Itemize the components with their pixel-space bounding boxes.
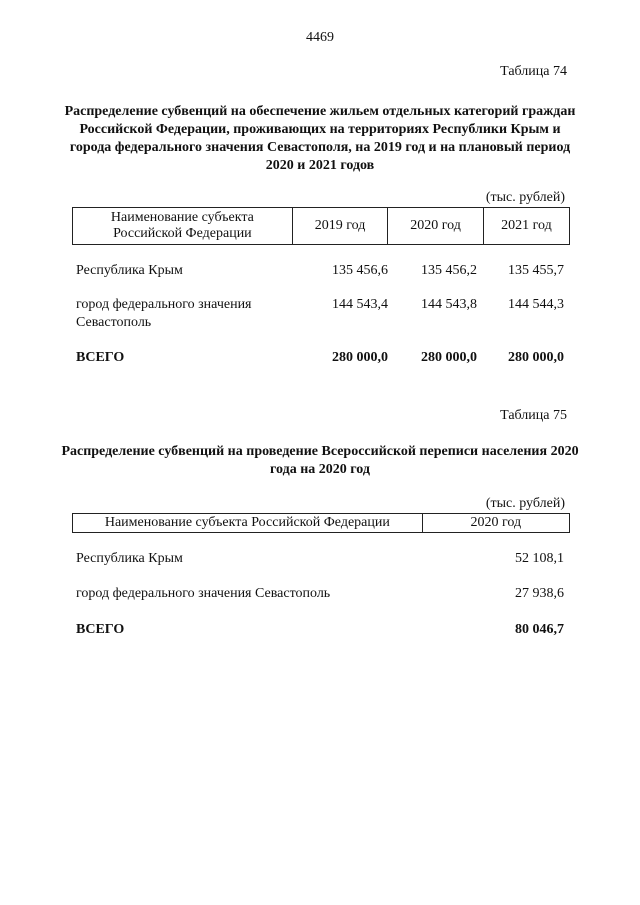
total-2021: 280 000,0: [508, 350, 564, 365]
row-name: город федерального значения Севастополь: [76, 586, 331, 601]
total-2020: 280 000,0: [421, 350, 477, 365]
table-75-label: Таблица 75: [500, 408, 567, 423]
table-74-title: Распределение субвенций на обеспечение жильем отдельных категорий граждан Российской Федерации, проживающих на территориях Республики Крым и города федерального значения Севастополя, на 2019 год и на плановый период 2020 и 2021 годов: [64, 104, 576, 173]
value-2020: 135 456,2: [421, 263, 477, 278]
t74-header-2019: 2019 год: [292, 208, 388, 245]
t74-header-2021: 2021 год: [483, 208, 569, 245]
value-2021: 144 544,3: [508, 297, 564, 312]
table-75-units: (тыс. рублей): [485, 496, 565, 511]
t74-header-name: Наименование субъекта Российской Федерации: [73, 208, 293, 245]
value-2019: 135 456,6: [332, 263, 388, 278]
total-label: ВСЕГО: [76, 622, 125, 637]
t74-header-2020: 2020 год: [388, 208, 484, 245]
row-name: Республика Крым: [76, 263, 183, 278]
t75-header-2020: 2020 год: [422, 514, 569, 533]
table-74-label: Таблица 74: [500, 64, 567, 79]
total-2020: 80 046,7: [515, 622, 564, 637]
value-2020: 144 543,8: [421, 297, 477, 312]
value-2020: 52 108,1: [515, 551, 564, 566]
total-label: ВСЕГО: [76, 350, 125, 365]
value-2019: 144 543,4: [332, 297, 388, 312]
table-74-units: (тыс. рублей): [485, 190, 565, 205]
value-2021: 135 455,7: [508, 263, 564, 278]
value-2020: 27 938,6: [515, 586, 564, 601]
table-75-title: Распределение субвенций на проведение Всероссийской переписи населения 2020 года на 2020 год: [61, 444, 579, 477]
table-74-header: [72, 207, 570, 245]
row-name: город федерального значения Севастополь: [76, 297, 252, 330]
page-number: 4469: [306, 30, 334, 45]
total-2019: 280 000,0: [332, 350, 388, 365]
row-name: Республика Крым: [76, 551, 183, 566]
t75-header-name: Наименование субъекта Российской Федерации: [73, 514, 423, 533]
table-75-header: [72, 513, 570, 533]
